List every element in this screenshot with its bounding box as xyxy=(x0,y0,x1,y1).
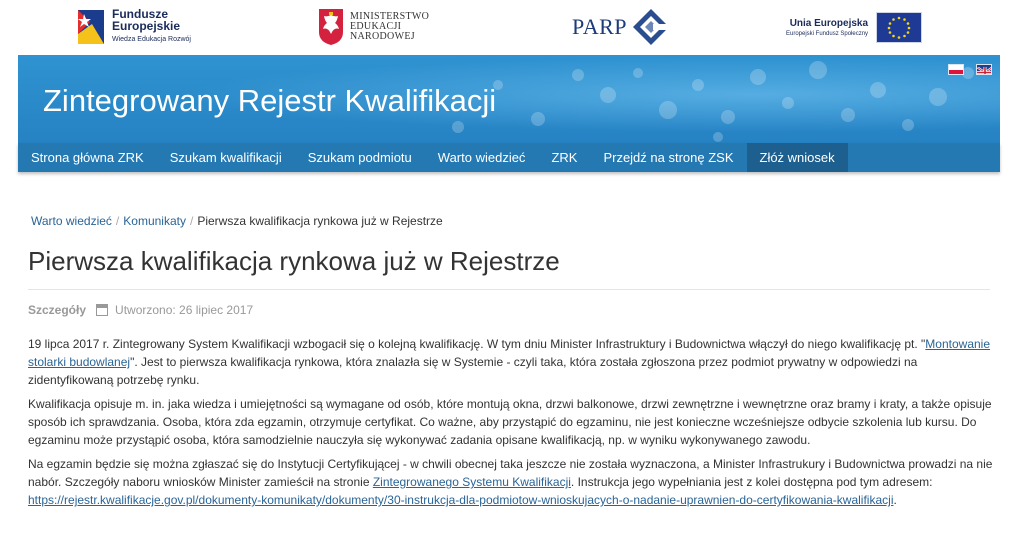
breadcrumb-current: Pierwsza kwalifikacja rynkowa już w Rejestrze xyxy=(197,214,443,228)
article-meta xyxy=(28,303,253,317)
breadcrumb-separator: / xyxy=(189,214,194,228)
eu-flag-icon xyxy=(876,12,922,43)
site-banner xyxy=(18,55,1000,143)
details-label: Szczegóły xyxy=(28,303,87,317)
men-line2: EDUKACJI xyxy=(350,21,402,32)
eagle-emblem-icon xyxy=(318,8,344,46)
breadcrumb xyxy=(31,214,443,228)
unia-europejska-logo[interactable] xyxy=(786,0,922,54)
title-divider xyxy=(28,289,990,290)
p1-text-a: 19 lipca 2017 r. Zintegrowany System Kwalifikacji wzbogacił się o kolejną kwalifikację. W tym dniu Minister Infrastruktury i Budownictwa włączył do niego kwalifikację pt. " xyxy=(28,337,926,351)
page-title: Pierwsza kwalifikacja rynkowa już w Rejestrze xyxy=(28,246,560,276)
men-line3: NARODOWEJ xyxy=(350,31,415,42)
instruction-url-link[interactable]: https://rejestr.kwalifikacje.gov.pl/dokumenty-komunikaty/dokumenty/30-instrukcja-dla-podmiotow-wnioskujacych-o-nadanie-uprawnien-do-certyfikowania-kwalifikacji xyxy=(28,493,894,507)
breadcrumb-separator: / xyxy=(115,214,120,228)
qualification-link[interactable]: Montowanie stolarki budowlanej xyxy=(28,337,991,369)
nav-item-search-qualifications[interactable]: Szukam kwalifikacji xyxy=(169,150,282,165)
fundusze-europejskie-logo[interactable] xyxy=(78,0,191,54)
ue-line1: Unia Europejska xyxy=(789,17,869,29)
p3-text-a: Na egzamin będzie się można zgłaszać się do Instytucji Certyfikującej - w chwili obecnej taka jeszcze nie została wyznaczona, a Minister Infrastrukury i Budownictwa prowadzi na nie nabór. Szczegóły naboru wniosków Minister zamieścił na stronie xyxy=(28,457,993,489)
ue-line2: Europejski Fundusz Społeczny xyxy=(786,30,869,37)
fe-line2: Europejskie xyxy=(112,19,181,33)
nav-item-worth-knowing[interactable]: Warto wiedzieć xyxy=(437,150,526,165)
english-flag-icon[interactable] xyxy=(976,64,992,75)
fe-line3: Wiedza Edukacja Rozwój xyxy=(112,36,191,43)
breadcrumb-announcements[interactable]: Komunikaty xyxy=(123,214,186,228)
p1-text-b: ". Jest to pierwsza kwalifikacja rynkowa, która znalazła się w Systemie - czyli taka, która została zgłoszona przez podmiot prywatny w odpowiedzi na zidentyfikowaną potrzebę rynku. xyxy=(28,355,918,387)
nav-item-zrk[interactable]: ZRK xyxy=(551,150,578,165)
nav-item-zsk[interactable]: Przejdź na stronę ZSK xyxy=(603,150,734,165)
main-nav xyxy=(18,143,1000,172)
fe-star-icon xyxy=(78,6,106,48)
breadcrumb-worth-knowing[interactable]: Warto wiedzieć xyxy=(31,214,112,228)
men-line1: MINISTERSTWO xyxy=(350,11,430,22)
created-date: Utworzono: 26 lipiec 2017 xyxy=(115,303,254,317)
p3-text-b: . Instrukcja jego wypełniania jest z kolei dostępna pod tym adresem: xyxy=(570,475,933,489)
nav-item-submit-application[interactable]: Złóż wniosek xyxy=(747,143,848,172)
logo-bar xyxy=(0,0,1024,54)
fe-line1: Fundusze xyxy=(112,7,168,21)
men-logo[interactable] xyxy=(318,0,429,54)
zsk-link[interactable]: Zintegrowanego Systemu Kwalifikacji xyxy=(372,475,571,489)
p3-text-c: . xyxy=(893,493,897,507)
article-paragraph-1 xyxy=(28,335,994,389)
parp-logo[interactable] xyxy=(572,0,669,54)
polish-flag-icon[interactable] xyxy=(948,64,964,75)
site-title[interactable]: Zintegrowany Rejestr Kwalifikacji xyxy=(43,83,497,118)
article-paragraph-2: Kwalifikacja opisuje m. in. jaka wiedza i umiejętności są wymagane od osób, które montują okna, drzwi balkonowe, drzwi zewnętrzne i wewnętrzne oraz bramy i kraty, a także opisuje sposób ich sprawdzania. Osoba, która zda egzamin, otrzymuje certyfikat. Co ważne, aby przystąpić do egzaminu, nie jest konieczne wcześniejsze odbycie szkolenia lub kursu. Do egzaminu może przystąpić osoba, która samodzielnie nauczyła się wykonywać zadania opisane kwalifikacją, np. w wyniku wykonywanego zawodu. xyxy=(28,397,992,447)
nav-item-home[interactable]: Strona główna ZRK xyxy=(31,150,144,165)
article-paragraph-3 xyxy=(28,455,994,509)
parp-text: PARP xyxy=(572,14,628,39)
parp-arrows-icon xyxy=(633,9,669,45)
calendar-icon xyxy=(96,304,108,316)
nav-item-search-entity[interactable]: Szukam podmiotu xyxy=(307,150,412,165)
